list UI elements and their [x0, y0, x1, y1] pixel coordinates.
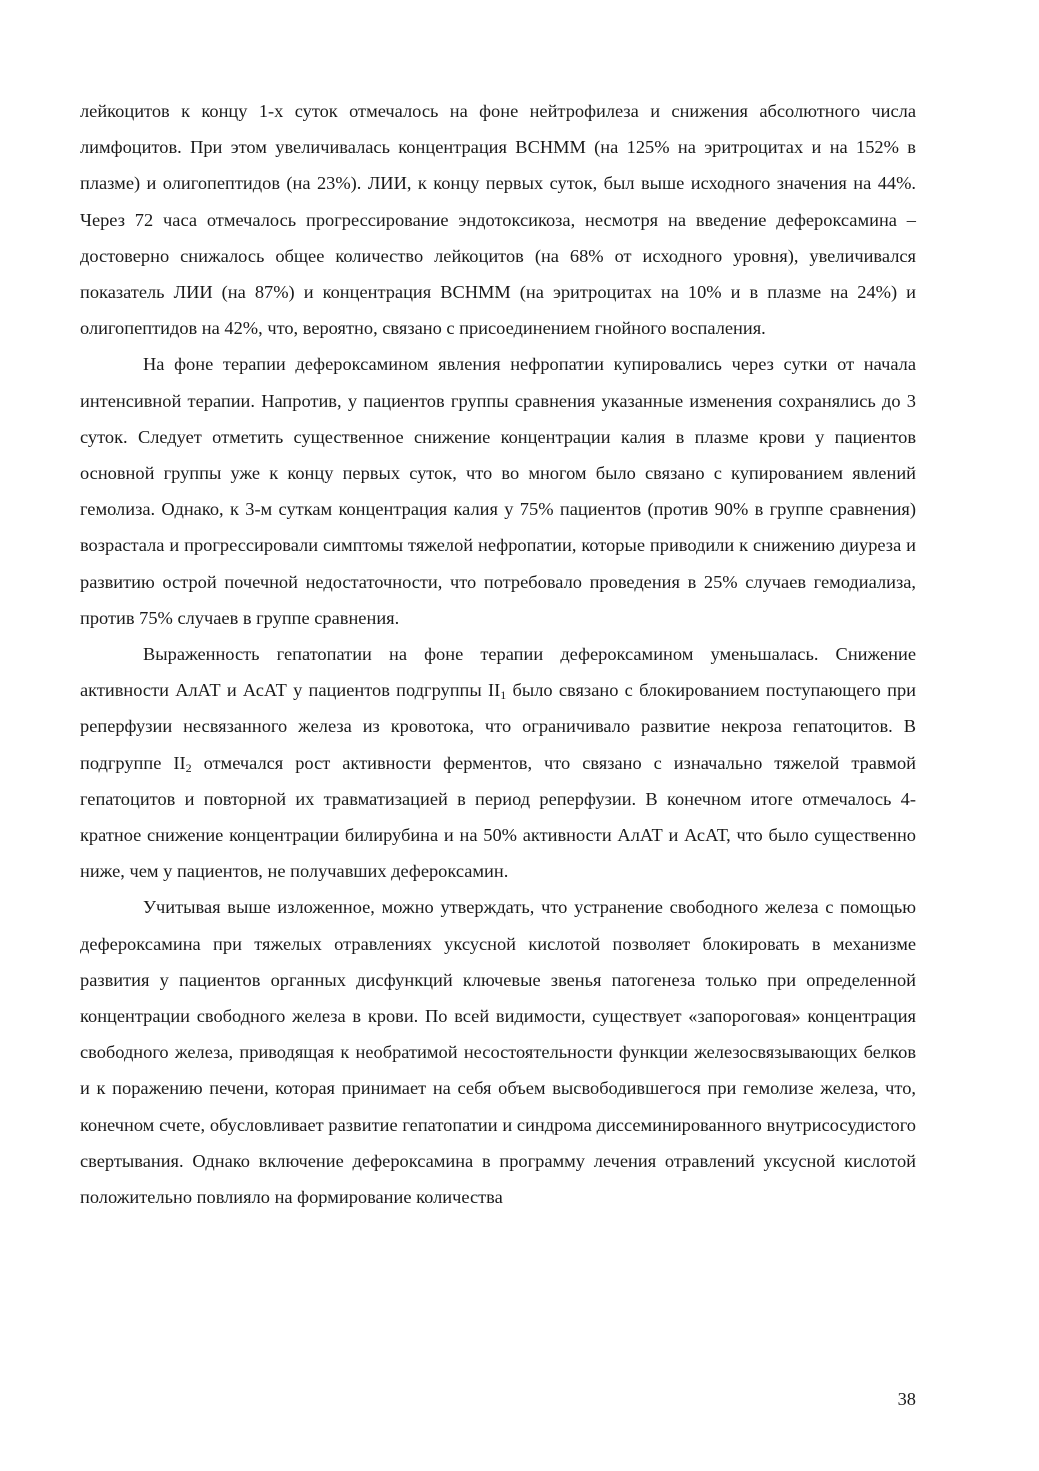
paragraph-nephropathy: На фоне терапии дефероксамином явления нефропатии купировались через сутки от начала интенсивной терапии. Напротив, у пациентов группы сравнения указанные изменения сохранялись до 3 суток. Следует отметить существенное снижение концентрации калия в плазме крови у пациентов основной группы уже к концу первых суток, что во многом было связано с купированием явлений гемолиза. Однако, к 3-м суткам концентрация калия у 75% пациентов (против 90% в группе сравнения) возрастала и прогрессировали симптомы тяжелой нефропатии, которые приводили к снижению диуреза и развитию острой почечной недостаточности, что потребовало проведения в 25% случаев гемодиализа, против 75% случаев в группе сравнения. [80, 354, 916, 628]
body-text [80, 93, 916, 1215]
paragraph-conclusion: Учитывая выше изложенное, можно утверждать, что устранение свободного железа с помощью дефероксамина при тяжелых отравлениях уксусной кислотой позволяет блокировать в механизме развития у пациентов органных дисфункций ключевые звенья патогенеза только при определенной концентрации свободного железа в крови. По всей видимости, существует «запороговая» концентрация свободного железа, приводящая к необратимой несостоятельности функции железосвязывающих белков и к поражению печени, которая принимает на себя объем высвободившегося при гемолизе железа, что, конечном счете, обусловливает развитие гепатопатии и синдрома диссеминированного внутрисосудистого свертывания. Однако включение дефероксамина в программу лечения отравлений уксусной кислотой положительно повлияло на формирование количества [80, 897, 916, 1208]
paragraph-hepatopathy [80, 636, 916, 889]
subgroup-subscript-1: 1 [500, 688, 507, 703]
page-number: 38 [897, 1389, 916, 1409]
paragraph-hepatopathy-text-1: Выраженность гепатопатии на фоне терапии дефероксамином уменьшалась. Снижение активности АлАТ и АсАТ у пациентов подгруппы II [80, 644, 916, 701]
paragraph-hepatopathy-text-2: было связано с блокированием поступающего при реперфузии несвязанного железа из кровотока, что ограничивало развитие некроза гепатоцитов. В подгруппе II [80, 680, 917, 773]
paragraph-hepatopathy-text-3: отмечался рост активности ферментов, что связано с изначально тяжелой травмой гепатоцитов и повторной их травматизацией в период реперфузии. В конечном итоге отмечалось 4-кратное снижение концентрации билирубина и на 50% активности АлАТ и АсАТ, что было существенно ниже, чем у пациентов, не получавших дефероксамин. [80, 752, 917, 882]
paragraph-continuation: лейкоцитов к концу 1-х суток отмечалось на фоне нейтрофилеза и снижения абсолютного числа лимфоцитов. При этом увеличивалась концентрация ВСНММ (на 125% на эритроцитах и на 152% в плазме) и олигопептидов (на 23%). ЛИИ, к концу первых суток, был выше исходного значения на 44%. Через 72 часа отмечалось прогрессирование эндотоксикоза, несмотря на введение дефероксамина – достоверно снижалось общее количество лейкоцитов (на 68% от исходного уровня), увеличивался показатель ЛИИ (на 87%) и концентрация ВСНММ (на эритроцитах на 10% и в плазме на 24%) и олигопептидов на 42%, что, вероятно, связано с присоединением гнойного воспаления. [80, 101, 916, 339]
subgroup-subscript-2: 2 [185, 760, 192, 775]
